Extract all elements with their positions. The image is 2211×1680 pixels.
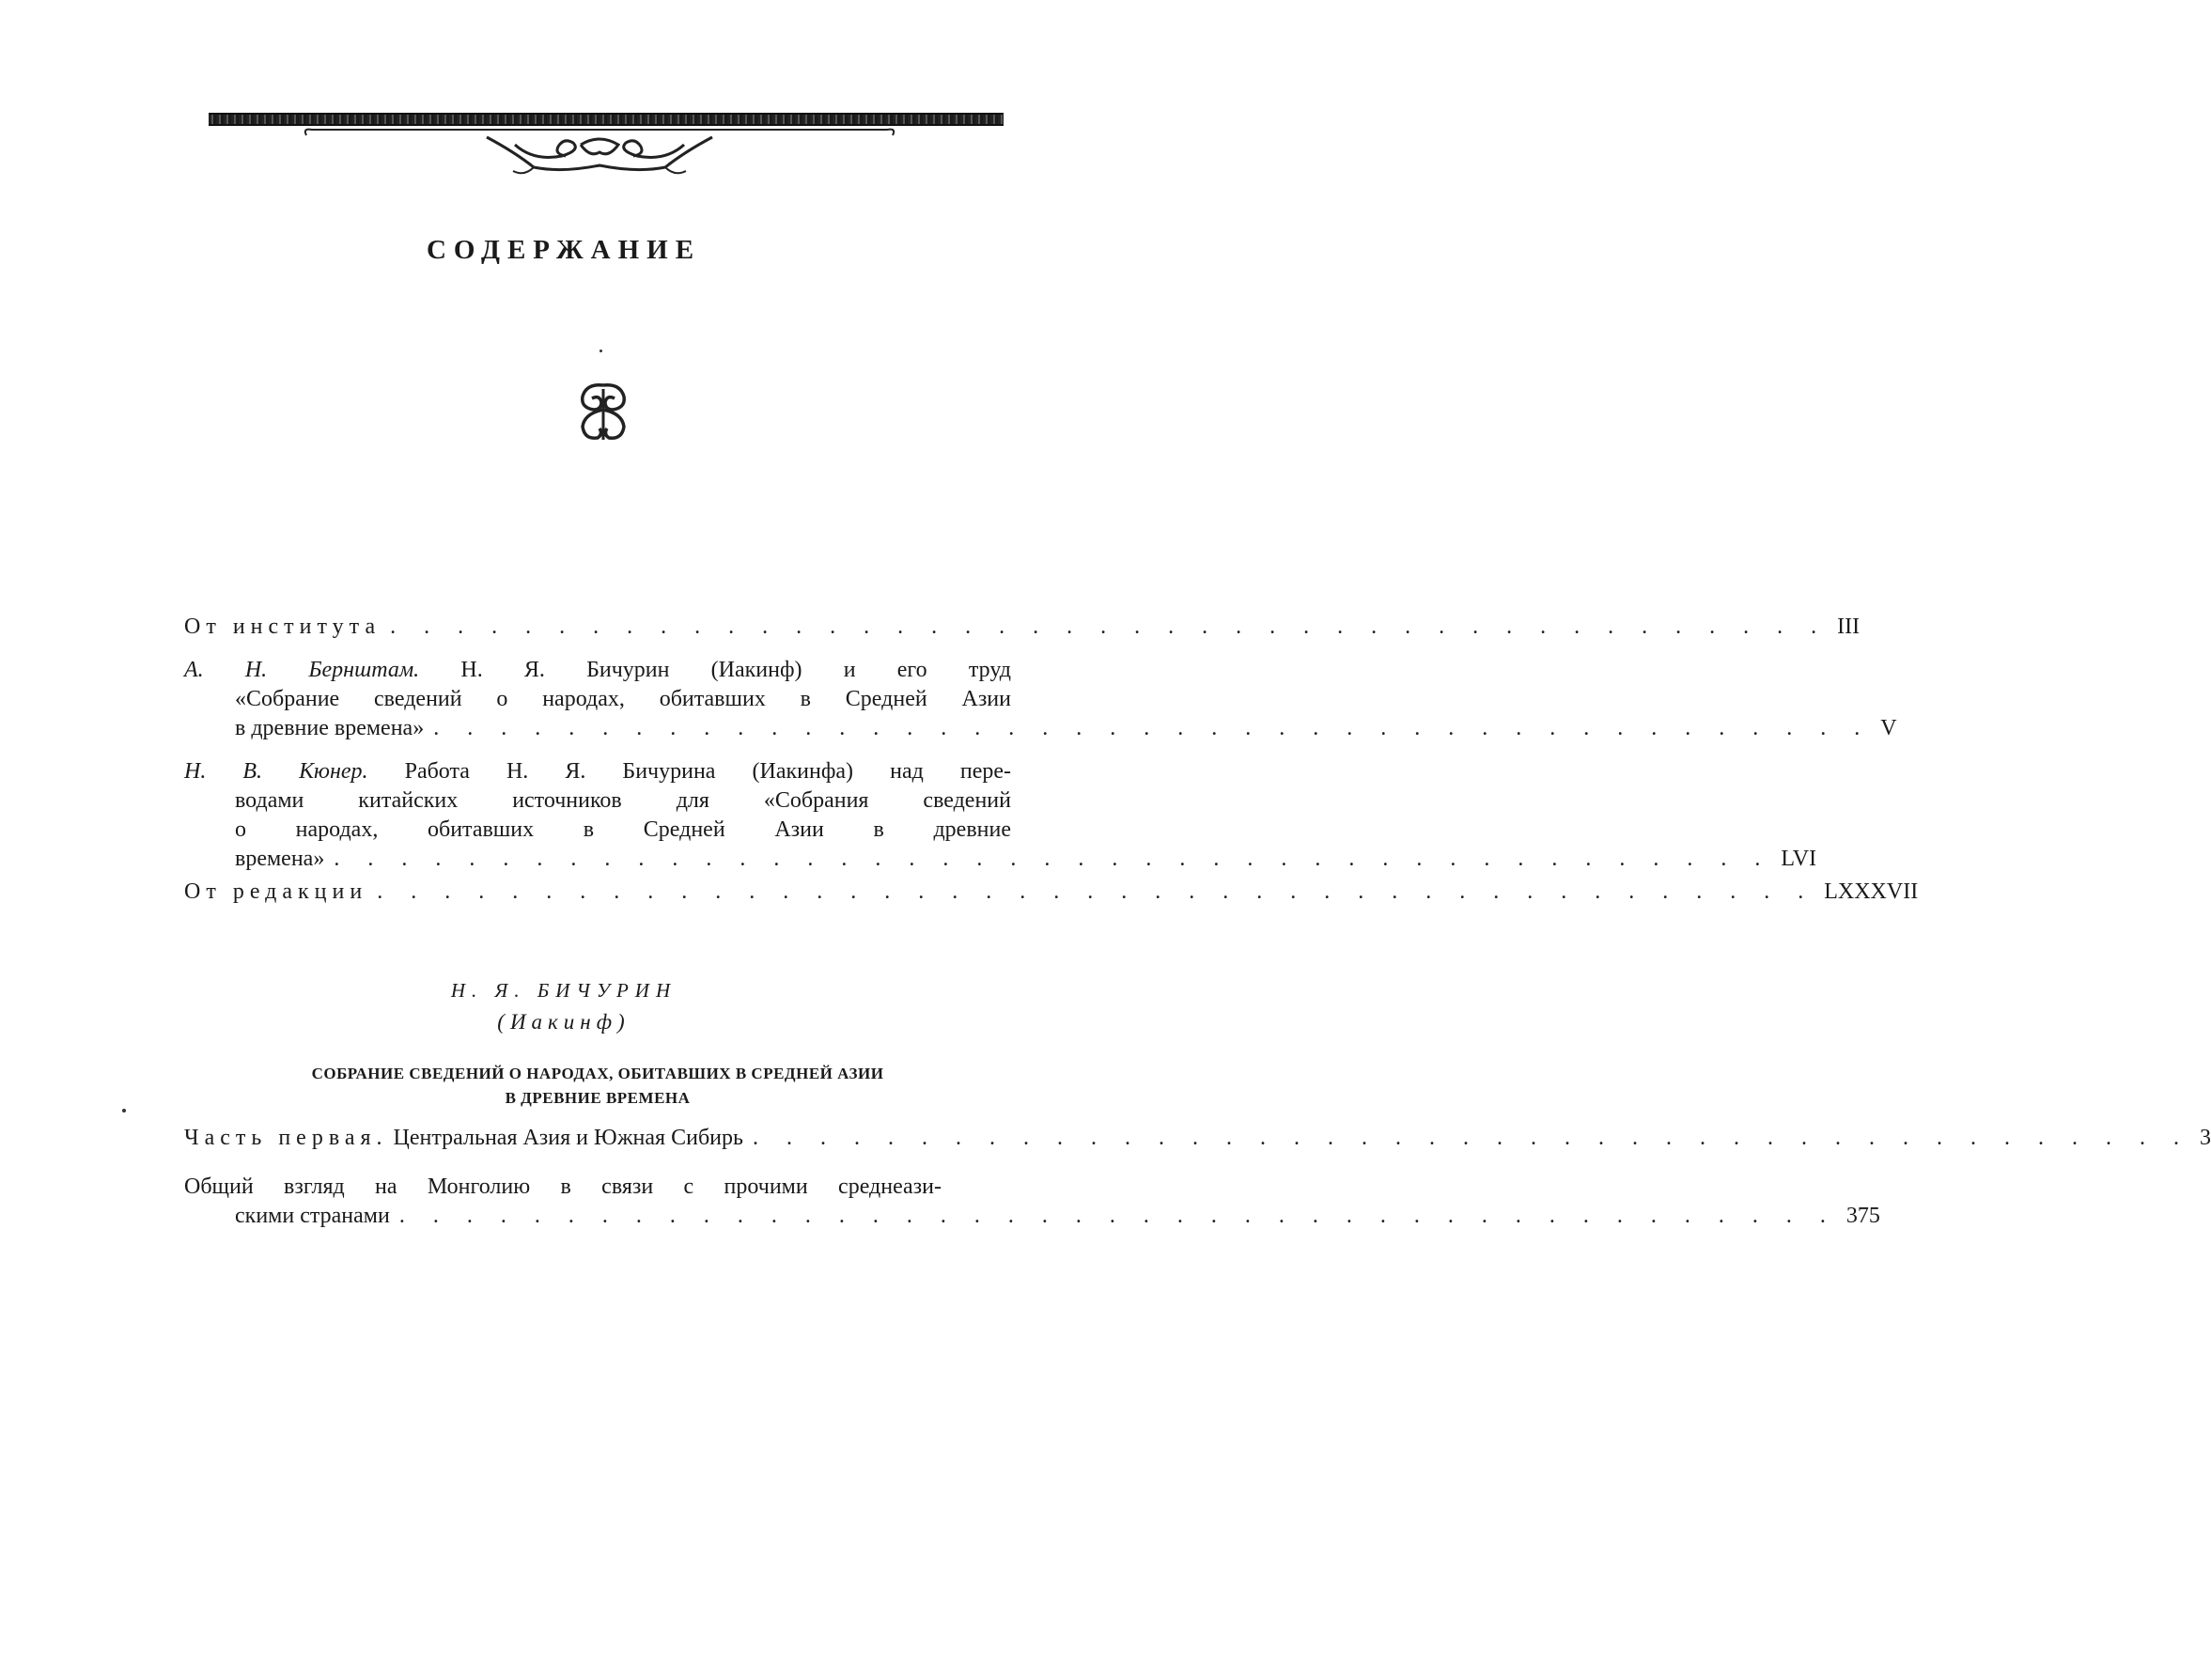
- toc-entry-text: Общий взгляд на Монголию в связи с прочими среднеази-: [184, 1174, 942, 1199]
- book-author-alias: (Иакинф): [497, 1010, 631, 1034]
- toc-entry-text: водами китайских источников для «Собрания сведений: [235, 788, 1011, 813]
- toc-entry-overview: [184, 1173, 1880, 1231]
- book-title: [184, 1062, 1011, 1111]
- toc-page-number: LXXXVII: [1824, 879, 1919, 904]
- toc-entry-label: От редакции: [184, 879, 368, 904]
- toc-entry-label: От института: [184, 614, 381, 639]
- toc-entry-text: Работа Н. Я. Бичурина (Иакинфа) над пере-: [404, 759, 1011, 784]
- page-title: СОДЕРЖАНИЕ: [426, 235, 702, 265]
- toc-entry-text: Н. Я. Бичурин (Иакинф) и его труд: [460, 658, 1012, 682]
- toc-author: Н. В. Кюнер.: [184, 759, 368, 784]
- book-title-line: СОБРАНИЕ СВЕДЕНИЙ О НАРОДАХ, ОБИТАВШИХ В СРЕДНЕЙ АЗИИ: [311, 1065, 884, 1082]
- toc-entry-text: о народах, обитавших в Средней Азии в древние: [235, 817, 1011, 842]
- center-ornament: [573, 381, 633, 443]
- toc-entry-text: Центральная Азия и Южная Сибирь: [393, 1126, 743, 1150]
- toc-page-number: V: [1880, 716, 1897, 740]
- toc-entry-from-institute: [184, 613, 1861, 642]
- dot-mark: [122, 1109, 126, 1112]
- dot-leader: . . . . . . . . . . . . . . . . . . . . . . . . . . . . . . . . . . . . . . . . . . .: [752, 1126, 2190, 1150]
- toc-part-label: Часть первая.: [184, 1126, 388, 1150]
- toc-entry-kyuner: [184, 757, 1817, 874]
- toc-page-number: 375: [1845, 1204, 1880, 1228]
- toc-page-number: 3: [2199, 1126, 2211, 1150]
- toc-entry-text: в древние времена»: [235, 716, 425, 740]
- toc-entry-part-one: [184, 1124, 2211, 1153]
- dot-leader: . . . . . . . . . . . . . . . . . . . . . . . . . . . . . . . . . . . . . . . . . . .: [377, 879, 1815, 904]
- dot-leader: . . . . . . . . . . . . . . . . . . . . . . . . . . . . . . . . . . . . . . . . . . .: [398, 1204, 1837, 1228]
- toc-entry-text: «Собрание сведений о народах, обитавших в Средней Азии: [235, 687, 1011, 711]
- book-title-line: В ДРЕВНИЕ ВРЕМЕНА: [505, 1089, 691, 1107]
- dot-leader: . . . . . . . . . . . . . . . . . . . . . . . . . . . . . . . . . . . . . . . . . . .: [433, 716, 1872, 740]
- toc-entry-from-editors: [184, 878, 1919, 907]
- book-author: Н. Я. БИЧУРИН: [450, 979, 677, 1002]
- toc-author: А. Н. Бернштам.: [184, 658, 420, 682]
- toc-entry-bernshtam: [184, 656, 1897, 743]
- toc-entry-text: скими странами: [235, 1204, 390, 1228]
- toc-page-number: LVI: [1781, 847, 1817, 871]
- dot-leader: . . . . . . . . . . . . . . . . . . . . . . . . . . . . . . . . . . . . . . . . . . .: [334, 847, 1772, 871]
- toc-entry-text: времена»: [235, 847, 325, 871]
- dot-leader: . . . . . . . . . . . . . . . . . . . . . . . . . . . . . . . . . . . . . . . . . . .: [390, 614, 1829, 639]
- toc-page-number: III: [1837, 614, 1861, 639]
- dot-mark: [599, 350, 602, 352]
- header-flourish-ornament: [299, 124, 900, 180]
